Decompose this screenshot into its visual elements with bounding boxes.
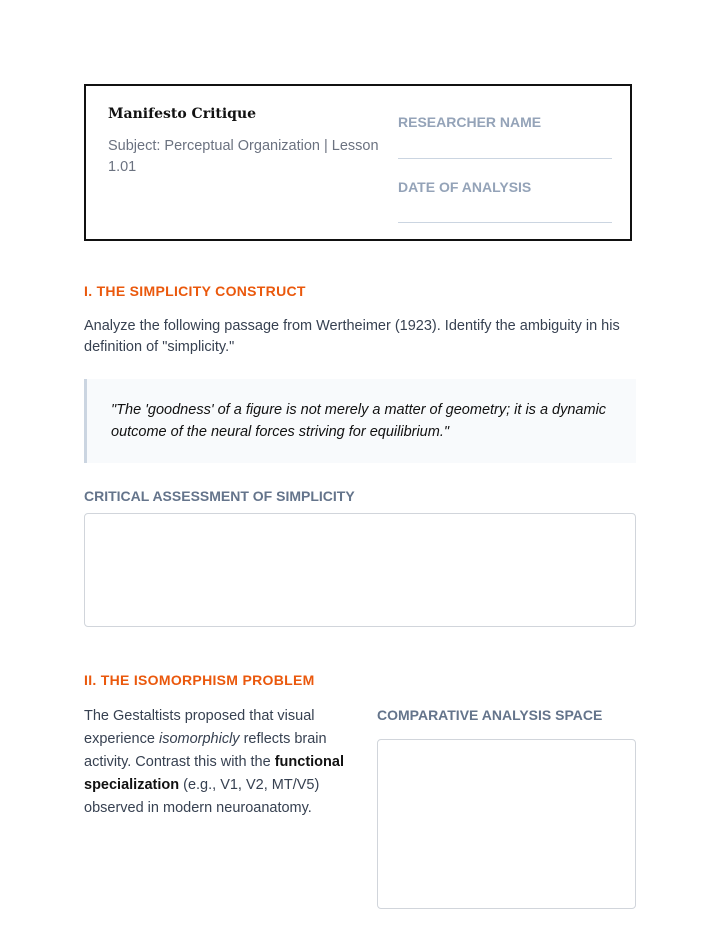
researcher-name-label: RESEARCHER NAME (398, 114, 542, 130)
quote-text: "The 'goodness' of a figure is not merely a matter of geometry; it is a dynamic outcome of the neural forces striving for equilibrium." (111, 402, 607, 440)
simplicity-intro-text: Analyze the following passage from Wertheimer (1923). Identify the ambiguity in his definition of "simplicity." (84, 318, 620, 355)
document-subject: Subject: Perceptual Organization | Lesson 1.01 (108, 138, 379, 175)
isomorphism-text-part2: reflects brain activity. Contrast this with the (84, 731, 327, 770)
researcher-name-field[interactable] (398, 158, 612, 159)
worksheet-header (84, 84, 632, 241)
critical-assessment-textarea[interactable] (84, 513, 636, 627)
section-heading-isomorphism: II. THE ISOMORPHISM PROBLEM (84, 672, 315, 688)
wertheimer-quote (84, 379, 636, 463)
isomorphism-text-emphasis: isomorphicly (158, 731, 240, 747)
comparative-analysis-textarea[interactable] (377, 739, 636, 909)
isomorphism-text (84, 705, 354, 820)
document-title: Manifesto Critique (108, 106, 257, 122)
comparative-analysis-label: COMPARATIVE ANALYSIS SPACE (377, 707, 603, 723)
isomorphism-text-part1: The Gestaltists proposed that visual experience (84, 708, 315, 747)
isomorphism-text-strong: functional specialization (84, 754, 344, 793)
date-of-analysis-label: DATE OF ANALYSIS (398, 179, 532, 195)
date-of-analysis-field[interactable] (398, 222, 612, 223)
isomorphism-text-part3: (e.g., V1, V2, MT/V5) observed in modern neuroanatomy. (84, 777, 320, 816)
section-heading-simplicity: I. THE SIMPLICITY CONSTRUCT (84, 283, 306, 299)
critical-assessment-label: CRITICAL ASSESSMENT OF SIMPLICITY (84, 488, 355, 504)
